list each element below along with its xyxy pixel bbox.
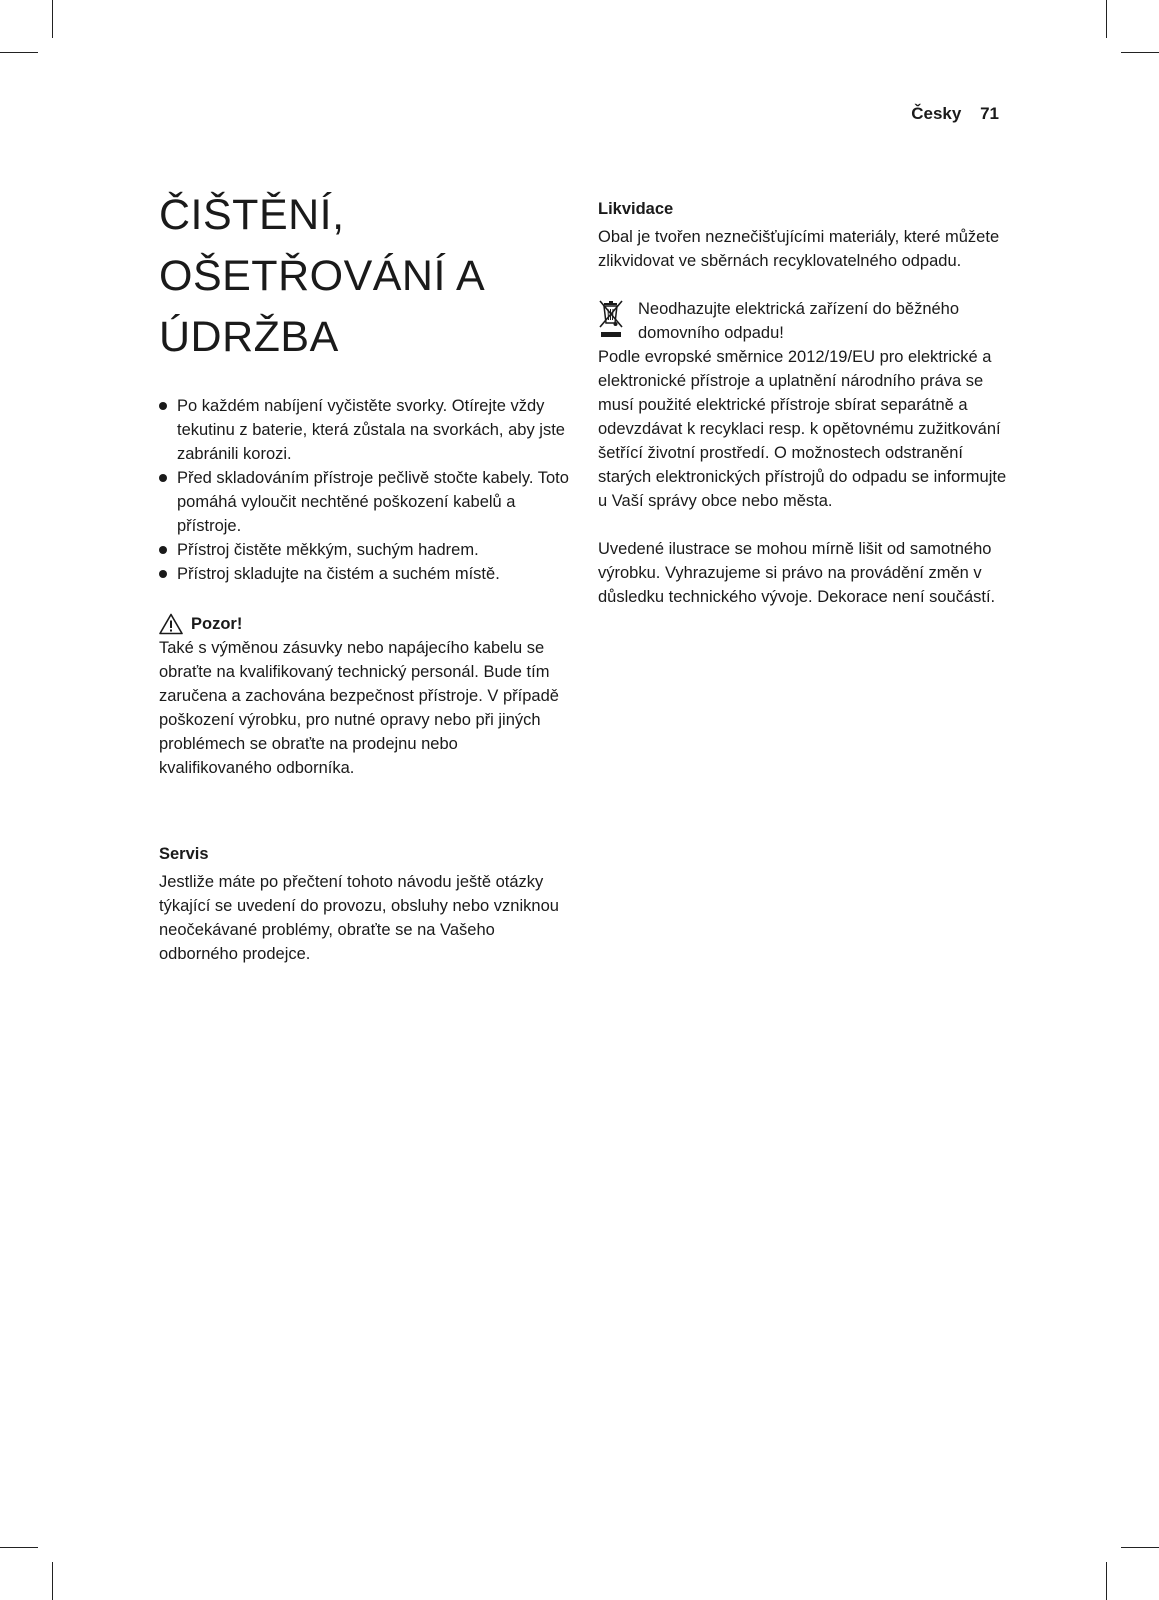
title-line: OŠETŘOVÁNÍ A	[159, 252, 486, 300]
weee-notice	[598, 297, 1008, 345]
weee-text: Neodhazujte elektrická zařízení do běžného domovního odpadu!	[638, 300, 960, 342]
packaging-text: Obal je tvořen neznečišťujícími materiály, které můžete zlikvidovat ve sběrnách recyklovatelného odpadu.	[598, 228, 1000, 270]
warning-text: Také s výměnou zásuvky nebo napájecího kabelu se obraťte na kvalifikovaný technický personál. Bude tím zaručena a zachována bezpečnost přístroje. V případě poškození výrobku, pro nutné opravy nebo při jiných problémech se obraťte na prodejnu nebo kvalifikovaného odborníka.	[159, 639, 559, 777]
bullet-icon	[159, 570, 167, 578]
crop-mark	[1106, 0, 1107, 38]
page-title	[159, 185, 569, 368]
bullet-icon	[159, 402, 167, 410]
list-item: Přístroj čistěte měkkým, suchým hadrem.	[159, 538, 569, 562]
warning-triangle-icon	[159, 613, 183, 635]
crop-mark	[1106, 1562, 1107, 1600]
title-line: ČIŠTĚNÍ,	[159, 191, 345, 239]
crossed-out-wheelie-bin-icon	[598, 299, 624, 339]
bullet-icon	[159, 546, 167, 554]
page-header	[911, 104, 999, 124]
crop-mark	[52, 1562, 53, 1600]
list-item: Po každém nabíjení vyčistěte svorky. Otírejte vždy tekutinu z baterie, která zůstala na svorkách, aby jste zabránili korozi.	[159, 394, 569, 466]
warning-heading: Pozor!	[159, 612, 569, 636]
crop-mark	[52, 0, 53, 38]
cleaning-instructions-list	[159, 394, 569, 586]
likvidace-heading: Likvidace	[598, 200, 674, 218]
list-item: Přístroj skladujte na čistém a suchém místě.	[159, 562, 569, 586]
crop-mark	[0, 1547, 38, 1548]
page-number: 71	[980, 104, 999, 123]
bullet-icon	[159, 474, 167, 482]
servis-heading: Servis	[159, 845, 209, 863]
crop-mark	[1121, 1547, 1159, 1548]
left-column	[159, 185, 569, 966]
title-line: ÚDRŽBA	[159, 313, 339, 361]
header-language: Česky	[911, 104, 962, 123]
list-item: Před skladováním přístroje pečlivě stočte kabely. Toto pomáhá vyloučit nechtěné poškození kabelů a přístroje.	[159, 466, 569, 538]
right-column	[598, 197, 1008, 609]
servis-text: Jestliže máte po přečtení tohoto návodu ještě otázky týkající se uvedení do provozu, obsluhy nebo vzniknou neočekávané problémy, obraťte se na Vašeho odborného prodejce.	[159, 873, 559, 963]
crop-mark	[0, 52, 38, 53]
directive-text: Podle evropské směrnice 2012/19/EU pro elektrické a elektronické přístroje a uplatnění národního práva se musí použité elektrické přístroje sbírat separátně a odevzdávat k recyklaci resp. k opětovnému zužitkování šetřící životní prostředí. O možnostech odstranění starých elektronických přístrojů do odpadu se informujte u Vaší správy obce nebo města.	[598, 348, 1007, 510]
illustration-disclaimer: Uvedené ilustrace se mohou mírně lišit od samotného výrobku. Vyhrazujeme si právo na provádění změn v důsledku technického vývoje. Dekorace není součástí.	[598, 540, 996, 606]
crop-mark	[1121, 52, 1159, 53]
